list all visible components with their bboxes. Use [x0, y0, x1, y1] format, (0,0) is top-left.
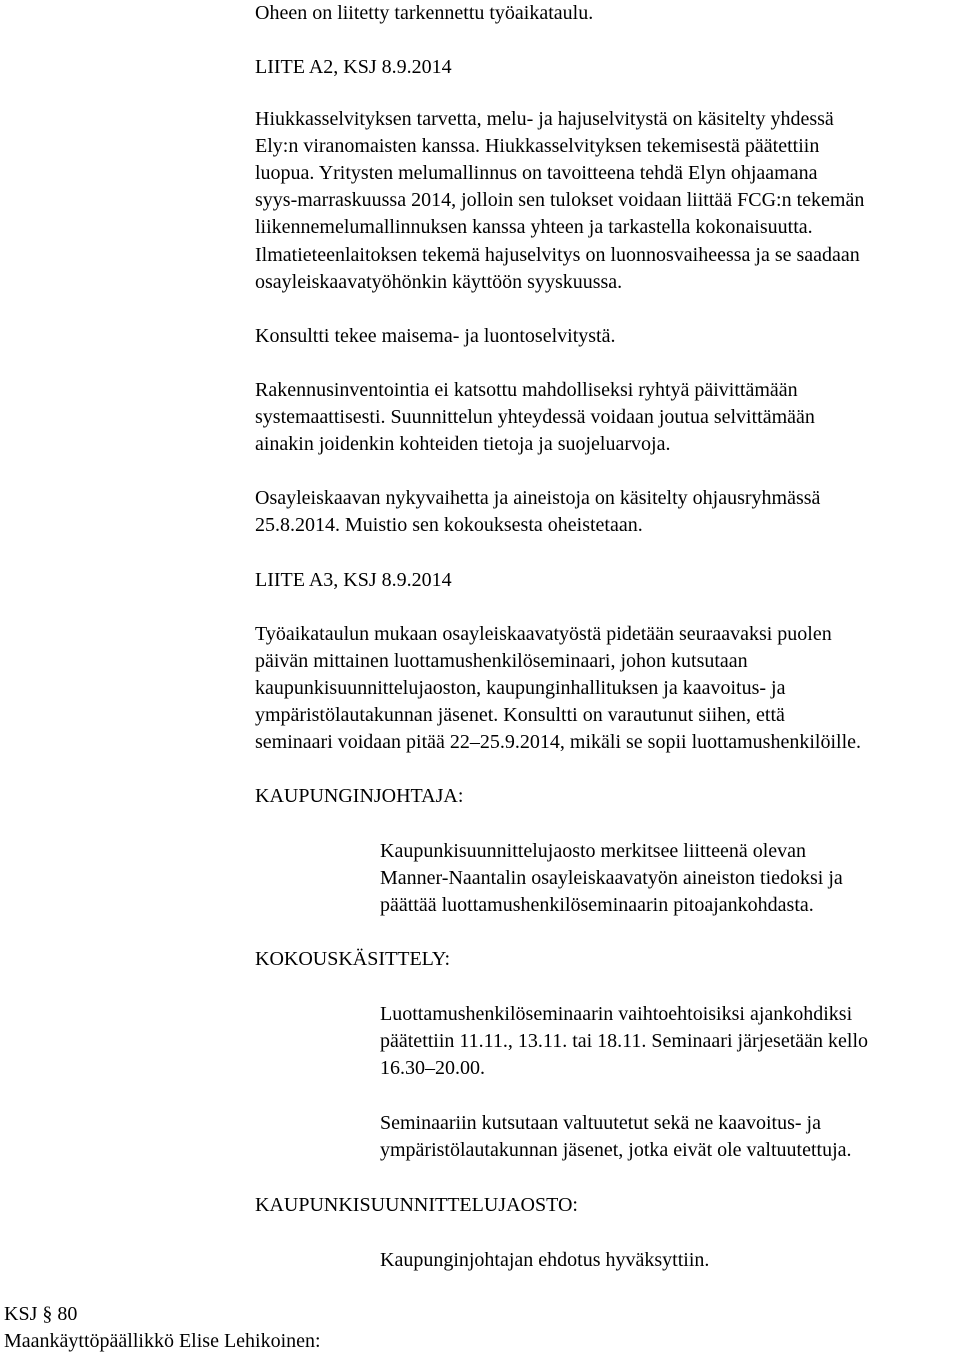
ksj-label: KSJ: [4, 1303, 38, 1325]
section-number: 80: [57, 1303, 78, 1325]
text-line: Kaupunkisuunnittelujaosto merkitsee liitteenä olevan: [380, 840, 807, 862]
text-line: 25.8.2014. Muistio sen kokouksesta oheistetaan.: [255, 514, 643, 536]
text-line: LIITE A2, KSJ 8.9.2014: [255, 56, 452, 78]
text-line: Rakennusinventointia ei katsottu mahdolliseksi ryhtyä päivittämään: [255, 379, 798, 401]
text-line: Oheen on liitetty tarkennettu työaikataulu.: [255, 2, 594, 24]
text-line: Työaikataulun mukaan osayleiskaavatyöstä pidetään seuraavaksi puolen: [255, 623, 832, 645]
text-line: liikennemelumallinnuksen kanssa yhteen ja tarkastella kokonaisuutta.: [255, 216, 813, 238]
text-line: Ely:n viranomaisten kanssa. Hiukkasselvityksen tekemisestä päätettiin: [255, 135, 820, 157]
text-line: Luottamushenkilöseminaarin vaihtoehtoisiksi ajankohdiksi: [380, 1003, 853, 1025]
section-reference: [4, 1301, 77, 1328]
text-line: Ilmatieteenlaitoksen tekemä hajuselvitys on luonnosvaiheessa ja se saadaan: [255, 244, 860, 266]
text-line: LIITE A3, KSJ 8.9.2014: [255, 569, 452, 591]
text-line: ainakin joidenkin kohteiden tietoja ja suojeluarvoja.: [255, 433, 671, 455]
text-line: Konsultti tekee maisema- ja luontoselvitystä.: [255, 325, 616, 347]
section-heading: KAUPUNGINJOHTAJA:: [255, 785, 464, 807]
text-line: päättää luottamushenkilöseminaarin pitoajankohdasta.: [380, 894, 814, 916]
section-heading: KOKOUSKÄSITTELY:: [255, 948, 451, 970]
text-line: Seminaariin kutsutaan valtuutetut sekä ne kaavoitus- ja: [380, 1112, 821, 1134]
text-line: syys-marraskuussa 2014, jolloin sen tulokset voidaan liittää FCG:n tekemän: [255, 189, 865, 211]
text-line: seminaari voidaan pitää 22–25.9.2014, mikäli se sopii luottamushenkilöille.: [255, 731, 862, 753]
text-line: luopua. Yritysten melumallinnus on tavoitteena tehdä Elyn ohjaamana: [255, 162, 818, 184]
signer-line: Maankäyttöpäällikkö Elise Lehikoinen:: [4, 1330, 321, 1352]
text-line: päätettiin 11.11., 13.11. tai 18.11. Seminaari järjesetään kello: [380, 1030, 869, 1052]
text-line: Kaupunginjohtajan ehdotus hyväksyttiin.: [380, 1249, 710, 1271]
text-line: päivän mittainen luottamushenkilöseminaari, johon kutsutaan: [255, 650, 748, 672]
text-line: Hiukkasselvityksen tarvetta, melu- ja hajuselvitystä on käsitelty yhdessä: [255, 108, 834, 130]
text-line: ympäristölautakunnan jäsenet. Konsultti on varautunut siihen, että: [255, 704, 785, 726]
text-line: 16.30–20.00.: [380, 1057, 485, 1079]
text-line: ympäristölautakunnan jäsenet, jotka eivät ole valtuutettuja.: [380, 1139, 852, 1161]
section-sign: §: [42, 1303, 53, 1325]
text-line: systemaattisesti. Suunnittelun yhteydessä voidaan joutua selvittämään: [255, 406, 815, 428]
text-line: kaupunkisuunnittelujaoston, kaupunginhallituksen ja kaavoitus- ja: [255, 677, 786, 699]
section-heading: KAUPUNKISUUNNITTELUJAOSTO:: [255, 1194, 578, 1216]
text-line: osayleiskaavatyöhönkin käyttöön syyskuussa.: [255, 271, 623, 293]
text-line: Osayleiskaavan nykyvaihetta ja aineistoja on käsitelty ohjausryhmässä: [255, 487, 821, 509]
text-line: Manner-Naantalin osayleiskaavatyön aineiston tiedoksi ja: [380, 867, 843, 889]
